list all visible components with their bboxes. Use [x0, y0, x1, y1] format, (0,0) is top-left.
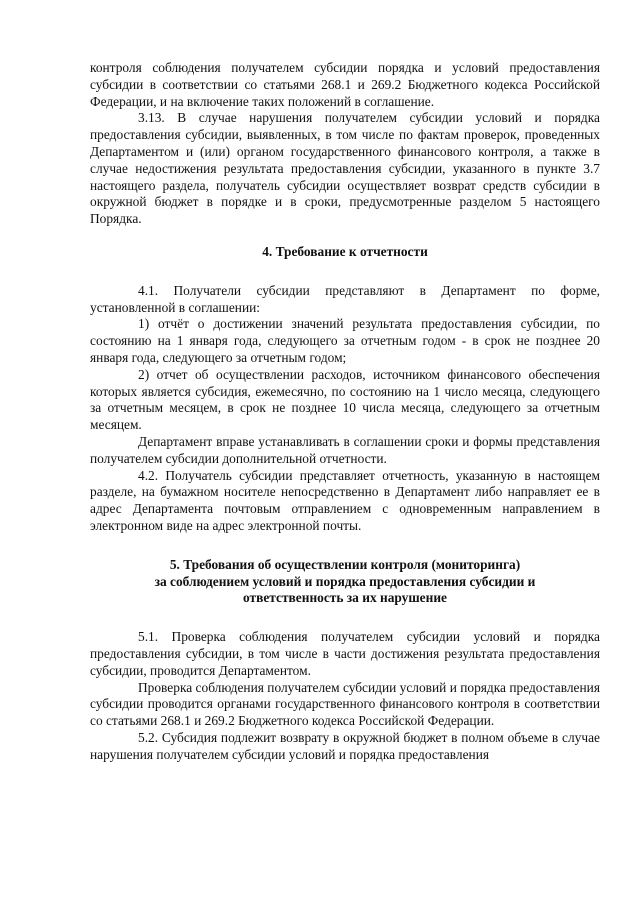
- paragraph-5-1-state-control: Проверка соблюдения получателем субсидии условий и порядка предоставления субсидии проводится органами государственного финансового контроля в соответствии со статьями 268.1 и 269.2 Бюджетного кодекса Российской Федерации.: [90, 679, 600, 729]
- section-5-heading-line: за соблюдением условий и порядка предоставления субсидии и: [154, 573, 536, 589]
- section-5-heading-line: ответственность за их нарушение: [243, 590, 447, 606]
- paragraph-3-13: 3.13. В случае нарушения получателем субсидии условий и порядка предоставления субсидии, выявленных, в том числе по фактам проверок, проведенных Департаментом и (или) органом государственного финансового контроля, а также в случае недостижения результата предоставления субсидии, указанного в пункте 3.7 настоящего раздела, получатель субсидии осуществляет возврат средств субсидии в окружной бюджет в порядке и в сроки, предусмотренные разделом 5 настоящего Порядка.: [90, 110, 600, 227]
- paragraph-5-2: 5.2. Субсидия подлежит возврату в окружной бюджет в полном объеме в случае нарушения получателем субсидии условий и порядка предоставления: [90, 729, 600, 762]
- paragraph-4-1-department-right: Департамент вправе устанавливать в соглашении сроки и формы представления получателем субсидии дополнительной отчетности.: [90, 433, 600, 466]
- paragraph-4-1-item-1: 1) отчёт о достижении значений результата предоставления субсидии, по состоянию на 1 января года, следующего за отчетным годом - в срок не позднее 20 января года, следующего за отчетным годом;: [90, 316, 600, 365]
- paragraph-5-1: 5.1. Проверка соблюдения получателем субсидии условий и порядка предоставления субсидии, в том числе в части достижения результата предоставления субсидии, проводится Департаментом.: [90, 629, 600, 678]
- section-5-heading-line: 5. Требования об осуществлении контроля (мониторинга): [169, 556, 521, 572]
- page-content: [90, 60, 600, 763]
- paragraph-4-2: 4.2. Получатель субсидии представляет отчетность, указанную в настоящем разделе, на бумажном носителе непосредственно в Департамент либо направляет ее в адрес Департамента почтовым отправлением с одновременным направлением в электронном виде на адрес электронной почты.: [90, 467, 600, 533]
- paragraph-continuation: контроля соблюдения получателем субсидии порядка и условий предоставления субсидии в соответствии со статьями 268.1 и 269.2 Бюджетного кодекса Российской Федерации, и на включение таких положений в соглашение.: [90, 60, 600, 109]
- section-4-heading: 4. Требование к отчетности: [262, 243, 428, 259]
- paragraph-4-1-item-2: 2) отчет об осуществлении расходов, источником финансового обеспечения которых является субсидия, ежемесячно, по состоянию на 1 число месяца, следующего за отчетным месяцем, в срок не позднее 10 числа месяца, следующего за отчетным месяцем.: [90, 366, 600, 433]
- section-5-heading: [90, 557, 600, 607]
- paragraph-4-1: 4.1. Получатели субсидии представляют в Департамент по форме, установленной в соглашении:: [90, 282, 600, 315]
